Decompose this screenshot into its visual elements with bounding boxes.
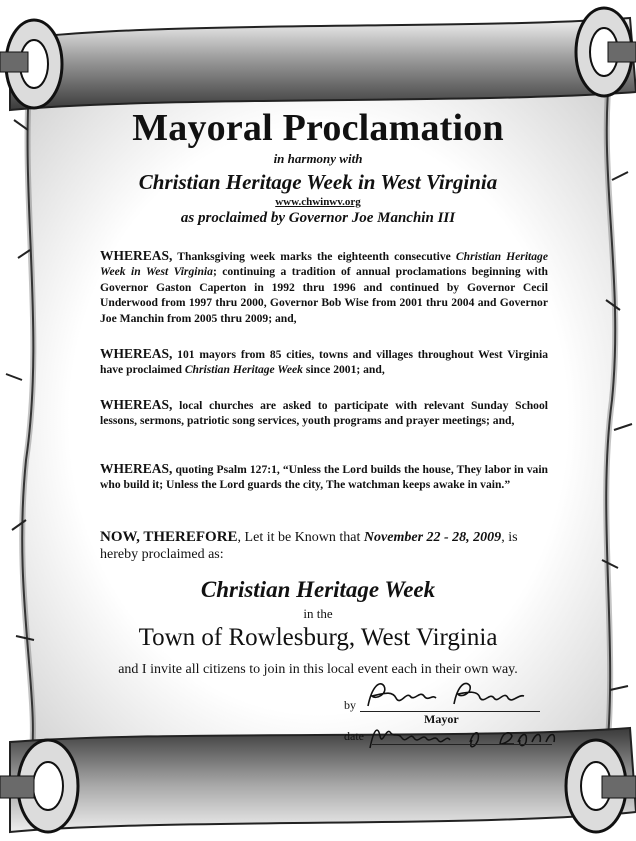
heritage-title: Christian Heritage Week in West Virginia [138,170,498,194]
mayor-label: Mayor [424,712,459,726]
proclamation-dates: November 22 - 28, 2009 [363,530,502,545]
paragraph-text: quoting Psalm 127:1, “Unless the Lord builds the house, They labor in vain who build it; Unless the Lord guards the city, The watchman keeps awake in vain.” [100,463,548,492]
paragraph-italic: Christian Heritage Week [184,363,303,377]
now-text: , is hereby proclaimed as: [100,530,518,562]
paragraph-text: since 2001; and, [302,363,385,377]
whereas-paragraph-4 [100,461,548,493]
whereas-keyword: WHEREAS, [100,248,173,263]
whereas-paragraph-3 [100,397,548,429]
website-link[interactable]: www.chwinwv.org [275,196,361,208]
whereas-keyword: WHEREAS, [100,397,173,412]
paragraph-text: Thanksgiving week marks the eighteenth consecutive [172,250,456,263]
paragraph-text: ; continuing a tradition of annual proclamations beginning with Governor Gaston Caperton in 1992 thru 1996 and continued by Governor Cecil Underwood from 1997 thru 2000, Governor Bob Wise from 2001 thru 2004 and Governor Joe Manchin from 2005 thru 2009; and, [100,265,549,325]
mayor-signature [362,676,542,712]
now-therefore-keyword: NOW, THEREFORE [100,529,238,545]
event-name: Christian Heritage Week [200,577,436,602]
date-label: date [344,729,364,743]
paragraph-italic: Christian Heritage Week in West Virginia [100,250,548,279]
in-the-label: in the [303,606,333,621]
invitation-line: and I invite all citizens to join in this local event each in their own way. [118,662,518,677]
document-title: Mayoral Proclamation [132,107,504,149]
now-text: , Let it be Known that [237,530,364,545]
now-therefore-paragraph [100,529,550,563]
whereas-keyword: WHEREAS, [100,346,173,361]
town-name: Town of Rowlesburg, West Virginia [138,624,498,651]
handwritten-date [366,722,566,752]
paragraph-text: 101 mayors from 85 cities, towns and villages throughout West Virginia have proclaimed [100,348,548,377]
by-label: by [344,698,356,712]
whereas-keyword: WHEREAS, [100,461,173,476]
harmony-line: in harmony with [273,151,363,166]
proclaimed-by-line: as proclaimed by Governor Joe Manchin III [180,210,456,226]
whereas-paragraph-2 [100,346,548,378]
date-line [372,744,552,745]
whereas-paragraph-1 [100,248,548,326]
paragraph-text: local churches are asked to participate with relevant Sunday School lessons, sermons, patriotic song services, youth programs and prayer meetings; and, [100,399,548,428]
